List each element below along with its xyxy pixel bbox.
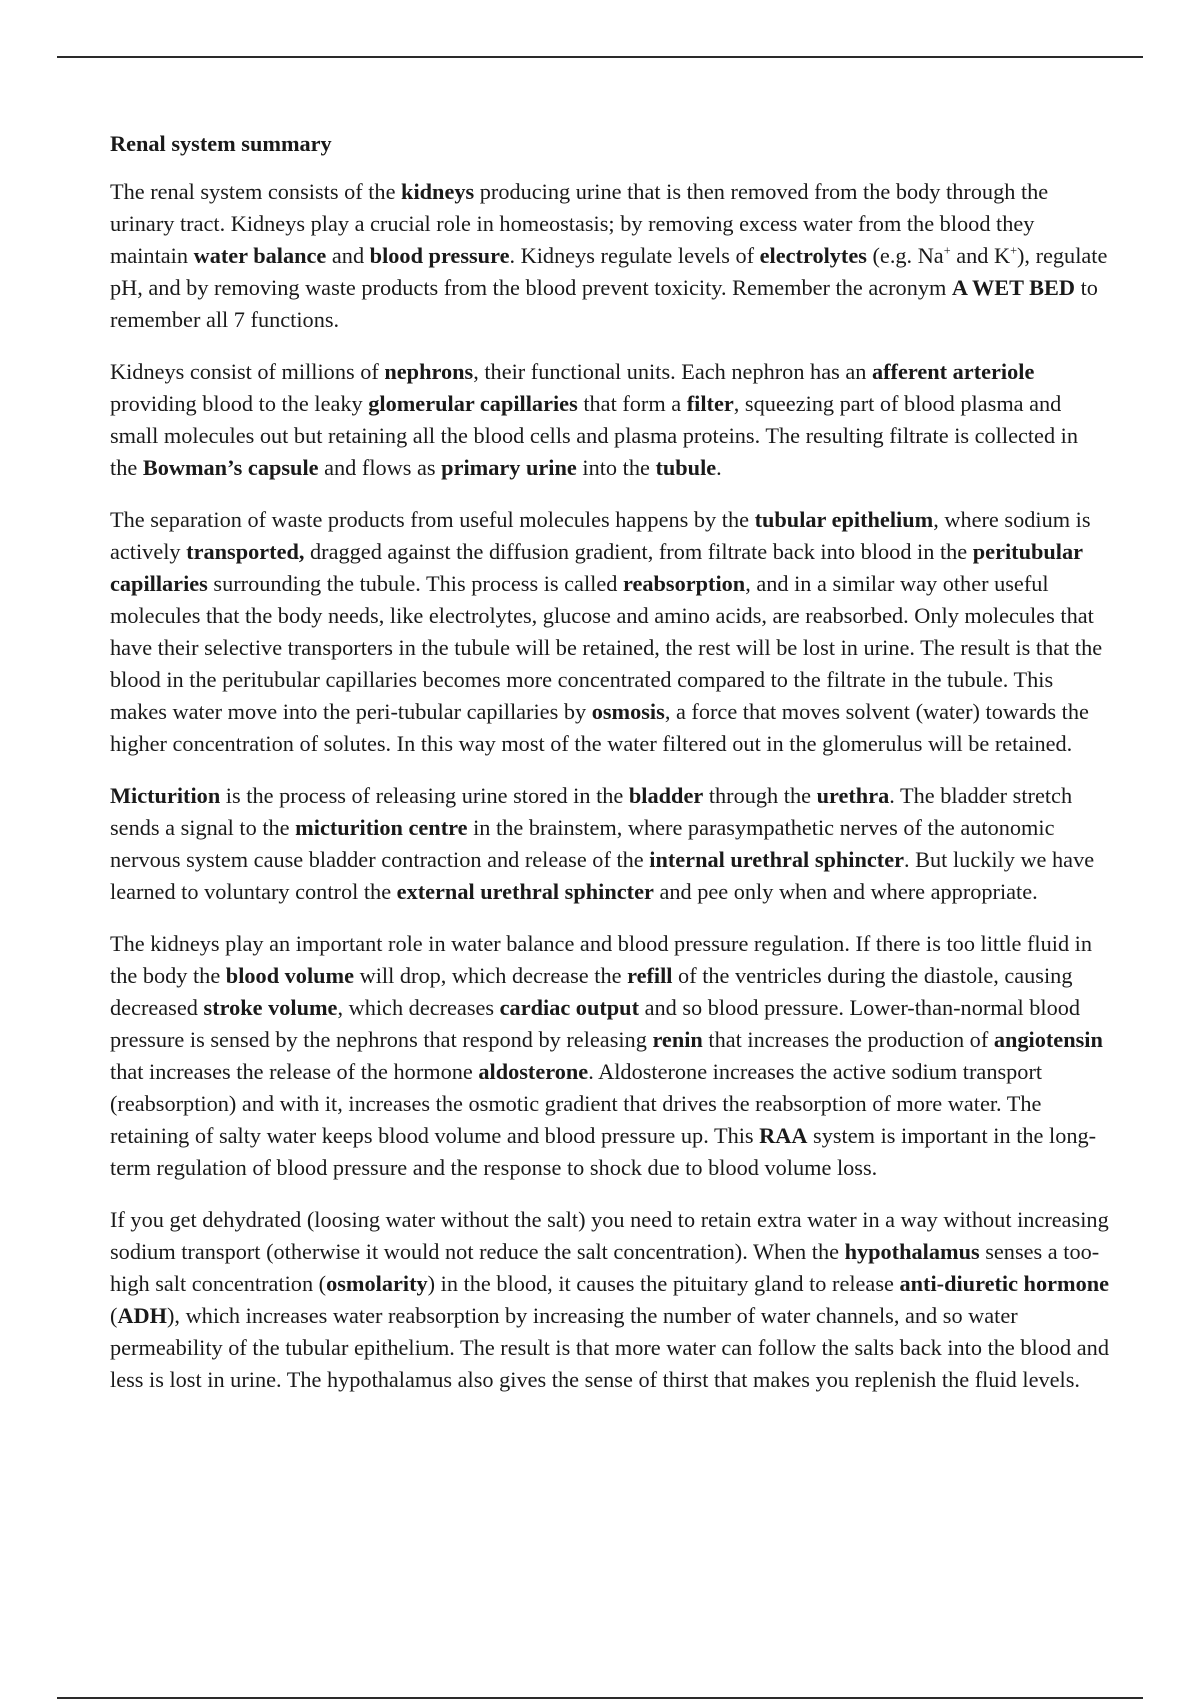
text-run: (e.g. Na [866, 243, 944, 268]
paragraph-1 [110, 176, 1110, 336]
text-run: that increases the release of the hormone [110, 1059, 479, 1084]
bold-term: A WET BED [951, 275, 1076, 300]
bold-term: renin [652, 1027, 703, 1052]
text-run: of the ventricles during the diastole, causing decreased [110, 963, 1073, 1020]
text-run: system is important in the long-term regulation of blood pressure and the response to shock due to blood volume loss. [110, 1123, 1097, 1180]
bold-term: kidneys [401, 179, 475, 204]
text-run: in the brainstem, where parasympathetic nerves of the autonomic nervous system cause bladder contraction and release of the [110, 815, 1055, 872]
text-run: , which decreases [337, 995, 500, 1020]
bold-term: transported, [186, 539, 305, 564]
text-run: . [716, 455, 722, 480]
bold-term: bladder [628, 783, 704, 808]
text-run: providing blood to the leaky [110, 391, 369, 416]
text-run: . Kidneys regulate levels of [509, 243, 760, 268]
bold-term: anti-diuretic hormone [899, 1271, 1110, 1296]
text-run: to remember all 7 functions. [110, 275, 1098, 332]
bold-term: tubule [655, 455, 717, 480]
text-run: that form a [577, 391, 687, 416]
bold-term: aldosterone [478, 1059, 589, 1084]
text-run: and flows as [318, 455, 442, 480]
paragraph-4 [110, 780, 1110, 908]
text-run: is the process of releasing urine stored in the [220, 783, 629, 808]
bottom-rule [57, 1697, 1143, 1699]
text-run: and [326, 243, 370, 268]
bold-term: urethra [816, 783, 890, 808]
paragraph-2 [110, 356, 1110, 484]
text-run: through the [703, 783, 817, 808]
page-title: Renal system summary [110, 131, 332, 156]
paragraph-3 [110, 504, 1110, 760]
text-run: , and in a similar way other useful molecules that the body needs, like electrolytes, glucose and amino acids, are reabsorbed. Only molecules that have their selective transporters in the tubule will be retained, the rest will be lost in urine. The result is that the blood in the peritubular capillaries becomes more concentrated compared to the filtrate in the tubule. This makes water move into the peri-tubular capillaries by [110, 571, 1103, 724]
text-run: . But luckily we have learned to voluntary control the [110, 847, 1095, 904]
bold-term: afferent arteriole [871, 359, 1035, 384]
paragraphs-container [110, 176, 1110, 1396]
bold-term: water balance [193, 243, 327, 268]
text-run: and pee only when and where appropriate. [653, 879, 1038, 904]
text-run: . Aldosterone increases the active sodium transport (reabsorption) and with it, increases the osmotic gradient that drives the reabsorption of more water. The retaining of salty water keeps blood volume and blood pressure up. This [110, 1059, 1043, 1148]
bold-term: nephrons [384, 359, 474, 384]
text-run: into the [576, 455, 656, 480]
text-run: senses a too-high salt concentration ( [110, 1239, 1100, 1296]
text-run: that increases the production of [702, 1027, 994, 1052]
bold-term: hypothalamus [844, 1239, 980, 1264]
bold-term: micturition centre [295, 815, 468, 840]
text-run: The kidneys play an important role in water balance and blood pressure regulation. If there is too little fluid in the body the [110, 931, 1093, 988]
bold-term: refill [627, 963, 673, 988]
text-run: If you get dehydrated (loosing water without the salt) you need to retain extra water in a way without increasing sodium transport (otherwise it would not reduce the salt concentration). When the [110, 1207, 1109, 1264]
bold-term: reabsorption [622, 571, 746, 596]
bold-term: stroke volume [203, 995, 338, 1020]
text-run: The separation of waste products from useful molecules happens by the [110, 507, 755, 532]
text-run: , a force that moves solvent (water) towards the higher concentration of solutes. In this way most of the water filtered out in the glomerulus will be retained. [110, 699, 1089, 756]
paragraph-5 [110, 928, 1110, 1184]
text-run: ), which increases water reabsorption by increasing the number of water channels, and so water permeability of the tubular epithelium. The result is that more water can follow the salts back into the blood and less is lost in urine. The hypothalamus also gives the sense of thirst that makes you replenish the fluid levels. [110, 1303, 1109, 1392]
document-body [110, 128, 1110, 1416]
text-run: and so blood pressure. Lower-than-normal blood pressure is sensed by the nephrons that respond by releasing [110, 995, 1081, 1052]
superscript: + [1010, 243, 1017, 258]
bold-term: blood pressure [369, 243, 510, 268]
paragraph-6 [110, 1204, 1110, 1396]
text-run: producing urine that is then removed from the body through the urinary tract. Kidneys play a crucial role in homeostasis; by removing excess water from the blood they maintain [110, 179, 1049, 268]
bold-term: peritubular capillaries [110, 539, 1083, 596]
bold-term: tubular epithelium [754, 507, 934, 532]
bold-term: Bowman’s capsule [142, 455, 319, 480]
text-run: dragged against the diffusion gradient, from filtrate back into blood in the [304, 539, 973, 564]
text-run: , their functional units. Each nephron has an [473, 359, 872, 384]
bold-term: Micturition [110, 783, 221, 808]
text-run: , squeezing part of blood plasma and small molecules out but retaining all the blood cells and plasma proteins. The resulting filtrate is collected in the [110, 391, 1079, 480]
bold-term: blood volume [225, 963, 355, 988]
top-rule [57, 56, 1143, 58]
bold-term: primary urine [441, 455, 577, 480]
bold-term: external urethral sphincter [396, 879, 654, 904]
bold-term: ADH [117, 1303, 167, 1328]
bold-term: glomerular capillaries [368, 391, 578, 416]
text-run: ) in the blood, it causes the pituitary gland to release [427, 1271, 900, 1296]
text-run: . The bladder stretch sends a signal to the [110, 783, 1073, 840]
text-run: and K [950, 243, 1011, 268]
text-run: Kidneys consist of millions of [110, 359, 385, 384]
bold-term: cardiac output [499, 995, 640, 1020]
bold-term: osmolarity [326, 1271, 428, 1296]
bold-term: internal urethral sphincter [649, 847, 905, 872]
text-run: ), regulate pH, and by removing waste products from the blood prevent toxicity. Remember the acronym [110, 243, 1108, 300]
text-run: ( [110, 1303, 118, 1328]
text-run: The renal system consists of the [110, 179, 402, 204]
bold-term: filter [686, 391, 734, 416]
text-run: will drop, which decrease the [354, 963, 628, 988]
superscript: + [943, 243, 951, 258]
text-run: , where sodium is actively [110, 507, 1091, 564]
bold-term: electrolytes [759, 243, 867, 268]
text-run: surrounding the tubule. This process is called [207, 571, 623, 596]
bold-term: osmosis [591, 699, 665, 724]
bold-term: angiotensin [993, 1027, 1103, 1052]
bold-term: RAA [759, 1123, 808, 1148]
